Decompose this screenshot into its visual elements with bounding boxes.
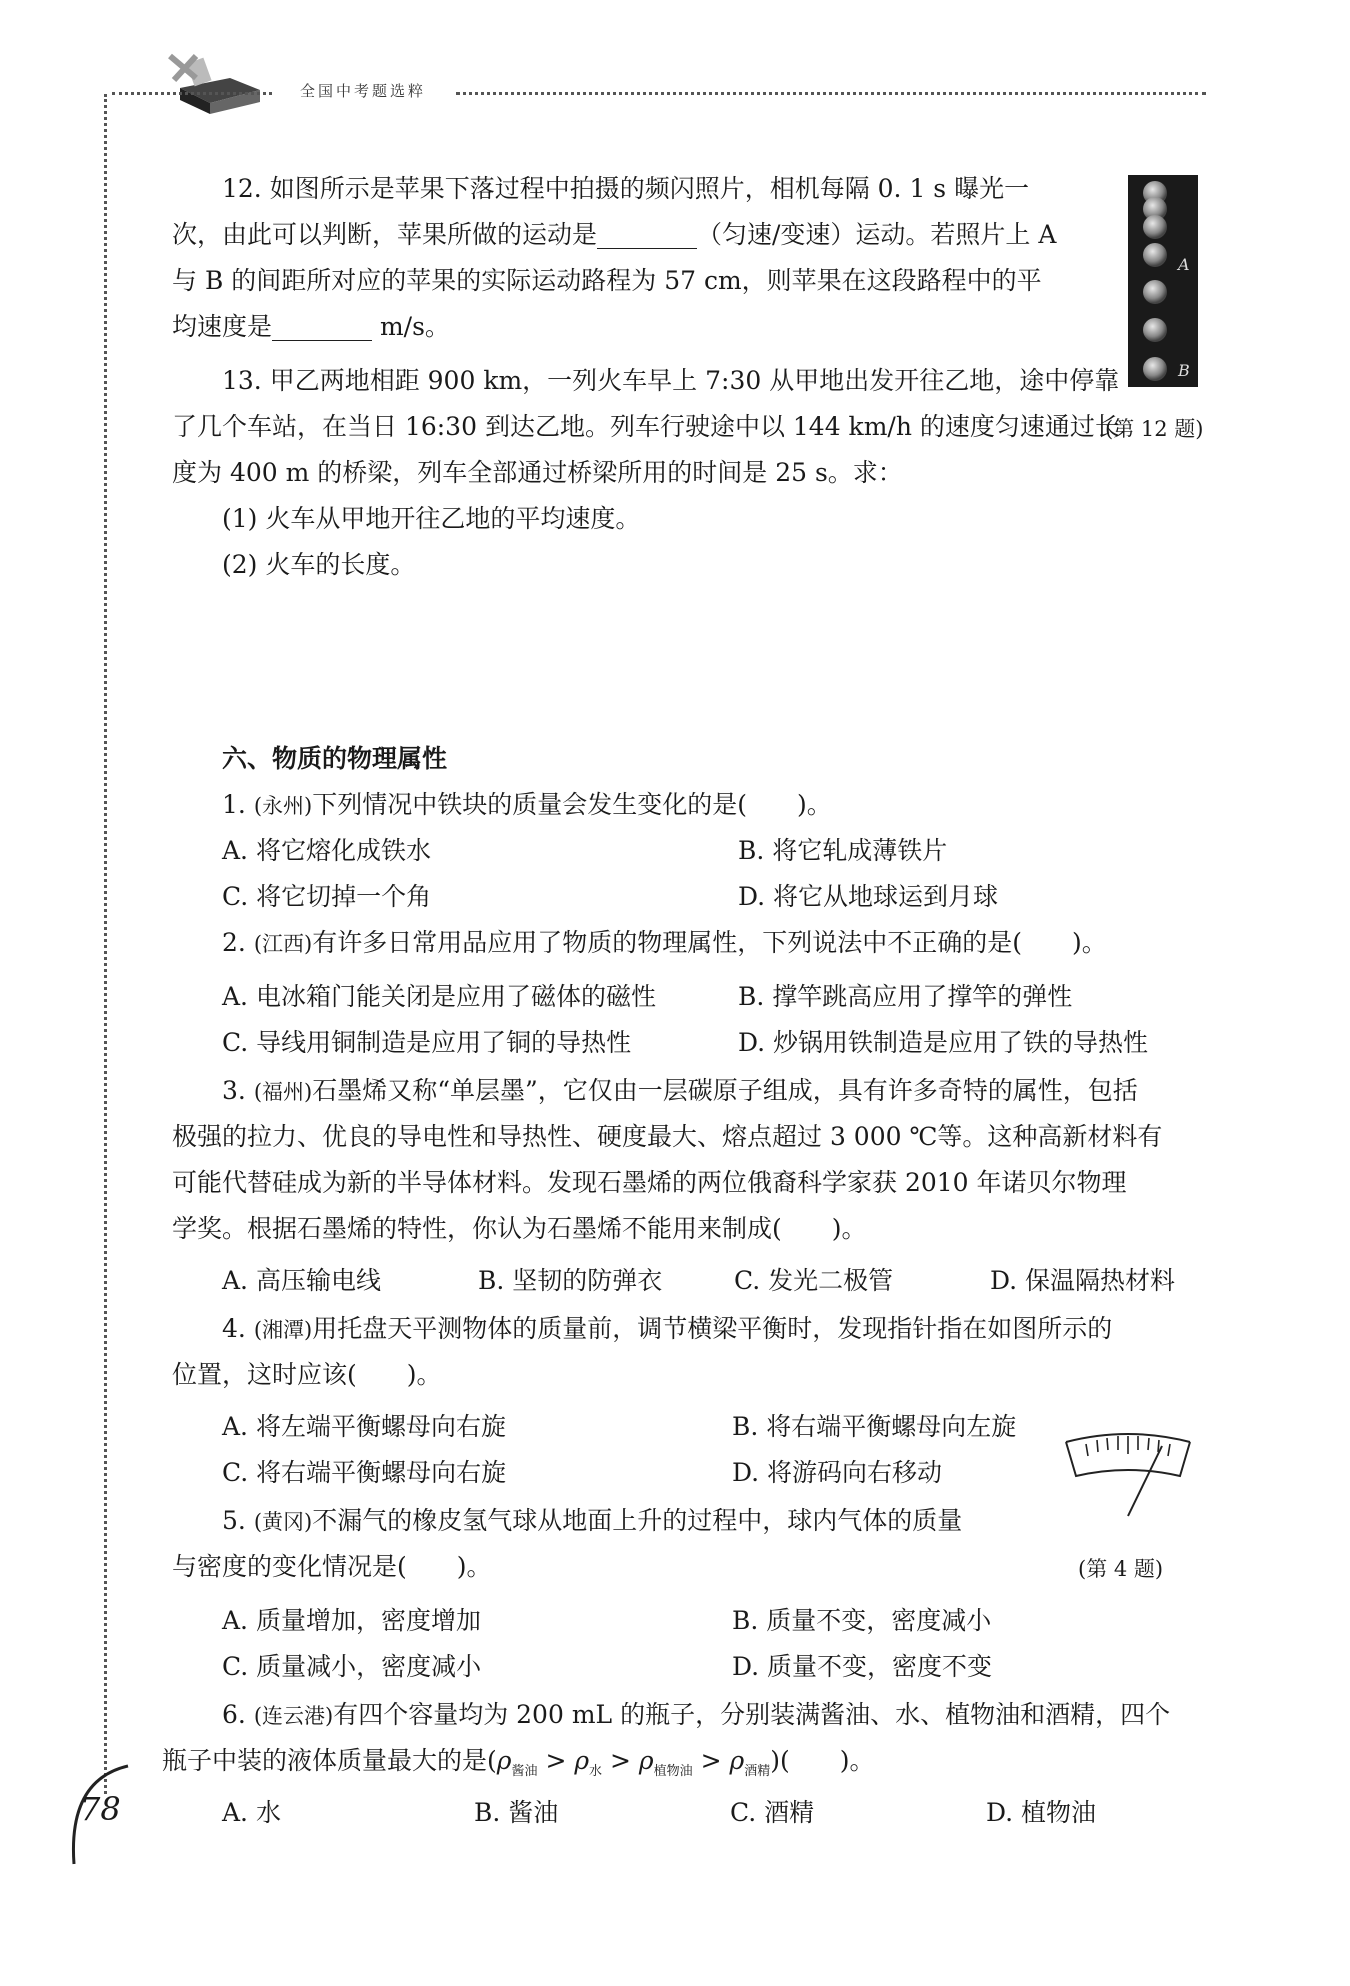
q6-option-a: A. 水	[222, 1798, 281, 1827]
q13-line3: 度为 400 m 的桥梁，列车全部通过桥梁所用的时间是 25 s。求：	[172, 458, 903, 487]
q1-option-c: C. 将它切掉一个角	[222, 882, 432, 911]
q5-option-c: C. 质量减小，密度减小	[222, 1652, 482, 1681]
q4-option-b: B. 将右端平衡螺母向左旋	[732, 1412, 1017, 1441]
q1-option-b: B. 将它轧成薄铁片	[738, 836, 948, 865]
q5-line1: 5. (黄冈)不漏气的橡皮氢气球从地面上升的过程中，球内气体的质量	[222, 1506, 963, 1535]
apple-strobe-image	[1128, 175, 1198, 387]
q12-line3: 与 B 的间距所对应的苹果的实际运动路程为 57 cm，则苹果在这段路程中的平	[172, 266, 1042, 295]
q3-option-a: A. 高压输电线	[222, 1266, 381, 1295]
q5-line2: 与密度的变化情况是( )。	[172, 1552, 492, 1581]
q3-line1: 3. (福州)石墨烯又称“单层墨”，它仅由一层碳原子组成，具有许多奇特的属性，包括	[222, 1076, 1138, 1105]
q1-option-d: D. 将它从地球运到月球	[738, 882, 999, 911]
q13-line1: 13. 甲乙两地相距 900 km，一列火车早上 7:30 从甲地出发开往乙地，途中停靠	[222, 366, 1120, 395]
q13-sub1: (1) 火车从甲地开往乙地的平均速度。	[222, 504, 641, 533]
q2-option-d: D. 炒锅用铁制造是应用了铁的导热性	[738, 1028, 1149, 1057]
q12-caption: (第 12 题)	[1105, 417, 1204, 441]
q3-option-c: C. 发光二极管	[734, 1266, 894, 1295]
q1-option-a: A. 将它熔化成铁水	[222, 836, 431, 865]
label-a: A	[1178, 255, 1190, 274]
header-title: 全国中考题选粹	[300, 82, 427, 100]
q3-line4: 学奖。根据石墨烯的特性，你认为石墨烯不能用来制成( )。	[172, 1214, 867, 1243]
header-dotted-line-left	[112, 92, 272, 95]
q1-stem: 1. (永州)下列情况中铁块的质量会发生变化的是( )。	[222, 790, 832, 819]
q13-line2: 了几个车站，在当日 16:30 到达乙地。列车行驶途中以 144 km/h 的速度匀速通过长	[172, 412, 1120, 441]
q4-line2: 位置，这时应该( )。	[172, 1360, 442, 1389]
q4-caption: (第 4 题)	[1078, 1557, 1164, 1581]
q12-line2: 次，由此可以判断，苹果所做的运动是________（匀速/变速）运动。若照片上 A	[172, 220, 1057, 249]
apple-strobe-photo	[1128, 175, 1198, 387]
margin-dotted-line	[104, 94, 107, 1794]
q3-option-d: D. 保温隔热材料	[990, 1266, 1176, 1295]
header-dotted-line	[456, 92, 1206, 95]
q6-option-d: D. 植物油	[986, 1798, 1097, 1827]
q3-option-b: B. 坚韧的防弹衣	[478, 1266, 663, 1295]
balance-scale-pointer-figure	[1062, 1428, 1194, 1518]
q6-line1: 6. (连云港)有四个容量均为 200 mL 的瓶子，分别装满酱油、水、植物油和酒精，四个	[222, 1700, 1171, 1729]
q5-option-b: B. 质量不变，密度减小	[732, 1606, 992, 1635]
q6-option-b: B. 酱油	[474, 1798, 559, 1827]
q4-option-d: D. 将游码向右移动	[732, 1458, 943, 1487]
q12-line1: 12. 如图所示是苹果下落过程中拍摄的频闪照片，相机每隔 0. 1 s 曝光一	[222, 174, 1030, 203]
q5-option-d: D. 质量不变，密度不变	[732, 1652, 993, 1681]
q4-line1: 4. (湘潭)用托盘天平测物体的质量前，调节横梁平衡时，发现指针指在如图所示的	[222, 1314, 1113, 1343]
section-title: 六、物质的物理属性	[222, 744, 448, 773]
q6-line2: 瓶子中装的液体质量最大的是$(\rho_{酱油} > \rho_水 > \rho_{植物油} > \rho_{酒精})$( )。	[162, 1746, 875, 1779]
q6-option-c: C. 酒精	[730, 1798, 815, 1827]
q2-option-b: B. 撑竿跳高应用了撑竿的弹性	[738, 982, 1073, 1011]
q3-line2: 极强的拉力、优良的导电性和导热性、硬度最大、熔点超过 3 000 ℃等。这种高新材料有	[172, 1122, 1163, 1151]
page-number: 78	[80, 1790, 121, 1828]
q2-option-a: A. 电冰箱门能关闭是应用了磁体的磁性	[222, 982, 656, 1011]
q2-stem: 2. (江西)有许多日常用品应用了物质的物理属性，下列说法中不正确的是( )。	[222, 928, 1107, 957]
q2-option-c: C. 导线用铜制造是应用了铜的导热性	[222, 1028, 632, 1057]
q4-option-a: A. 将左端平衡螺母向右旋	[222, 1412, 506, 1441]
q12-line4: 均速度是________ m/s。	[172, 312, 450, 341]
q5-option-a: A. 质量增加，密度增加	[222, 1606, 481, 1635]
q4-option-c: C. 将右端平衡螺母向右旋	[222, 1458, 507, 1487]
q3-line3: 可能代替硅成为新的半导体材料。发现石墨烯的两位俄裔科学家获 2010 年诺贝尔物理	[172, 1168, 1127, 1197]
header-logo-icon	[160, 48, 270, 118]
q13-sub2: (2) 火车的长度。	[222, 550, 416, 579]
label-b: B	[1178, 361, 1190, 380]
